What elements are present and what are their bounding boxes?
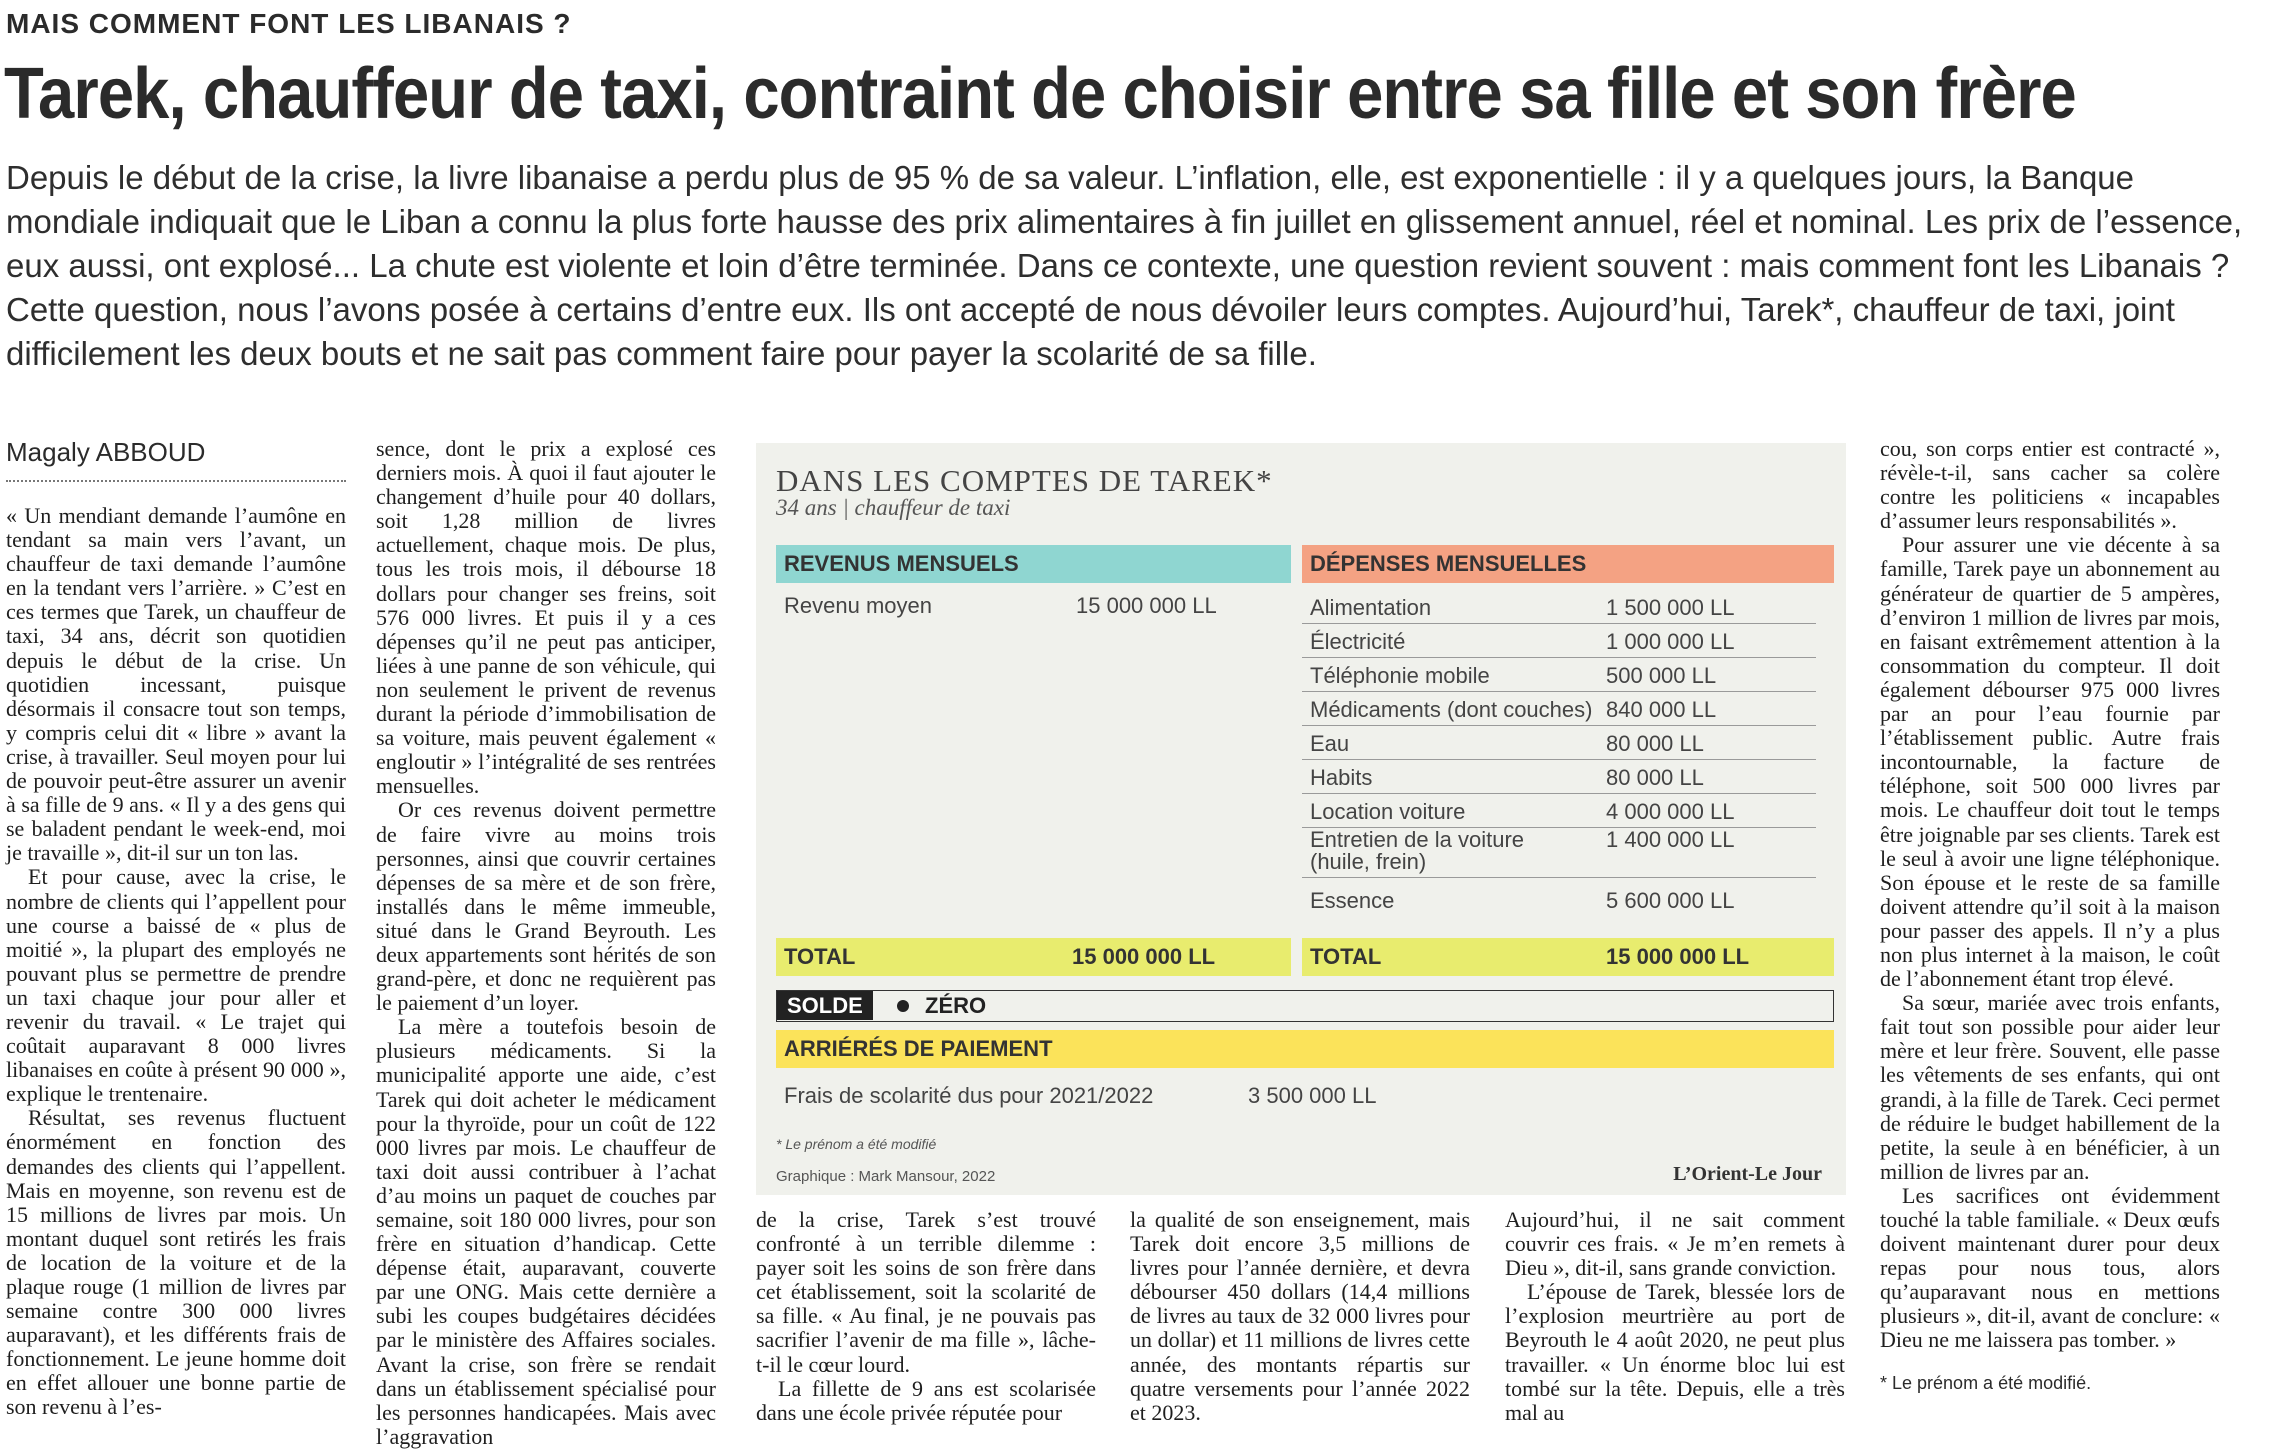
revenus-header: REVENUS MENSUELS [776, 545, 1291, 583]
expense-label: Médicaments (dont couches) [1310, 697, 1593, 722]
paragraph: Résultat, ses revenus fluctuent énormément en fonction des demandes des clients qui l’appellent. Mais en moyenne, son revenu est de 15 millions de livres par mois. Un montant duquel sont retirés les frais de location de la voiture et de la plaque rouge (1 million de livres par semaine contre 300 000 livres auparavant), et les différents frais de fonctionnement. Le jeune homme doit en effet allouer une bonne partie de son revenu à l’es- [6, 1105, 346, 1420]
article-column-2 [376, 437, 716, 1449]
expense-amount: 1 400 000 LL [1606, 827, 1735, 852]
solde-label: SOLDE [777, 991, 873, 1020]
arrieres-amount: 3 500 000 LL [1248, 1083, 1377, 1108]
article-column-6 [1880, 437, 2220, 1353]
paragraph: La fillette de 9 ans est scolarisée dans une école privée réputée pour [756, 1375, 1096, 1425]
expense-label: Téléphonie mobile [1310, 663, 1490, 688]
article-byline: Magaly ABBOUD [6, 437, 206, 467]
infographic-title: DANS LES COMPTES DE TAREK* [776, 463, 1273, 498]
revenus-total-amount: 15 000 000 LL [1072, 944, 1216, 969]
revenus-total-label: TOTAL [784, 944, 856, 969]
expense-row [1302, 691, 1816, 726]
expense-label-line-2: (huile, frein) [1310, 849, 1427, 874]
expense-amount: 4 000 000 LL [1606, 799, 1735, 824]
paragraph: « Un mendiant demande l’aumône en tendant sa main vers l’avant, un chauffeur de taxi demande l’aumône en la tendant vers l’arrière. » C’est en ces termes que Tarek, un chauffeur de taxi, 34 ans, décrit son quotidien depuis le début de la crise. Un quotidien incessant, puisque désormais il consacre tout son temps, y compris celui dit « libre » avant la crise, à travailler. Seul moyen pour lui de pouvoir peut-être assurer un avenir à sa fille de 9 ans. « Il y a des gens qui se baladent pendant le week-end, moi je travaille », dit-il sur un ton las. [6, 503, 346, 866]
paragraph: sence, dont le prix a explosé ces derniers mois. À quoi il faut ajouter le changement d’huile pour 40 dollars, soit 1,28 million de livres actuellement, chaque mois. De plus, tous les trois mois, il débourse 18 dollars pour changer ses freins, soit 576 000 livres. Et puis il y a ces dépenses qu’il ne peut pas anticiper, liées à une panne de son véhicule, qui non seulement le privent de revenus durant la période d’immobilisation de sa voiture, mais peuvent également « engloutir » l’intégralité de ses rentrées mensuelles. [376, 436, 716, 799]
paragraph: Or ces revenus doivent permettre de faire vivre au moins trois personnes, ainsi que couvrir certaines dépenses de sa mère et de son frère, installés dans le même immeuble, situé dans le Grand Beyrouth. Les deux appartements sont hérités de son grand-père, et donc ne requièrent pas le paiement d’un loyer. [376, 797, 716, 1016]
article-kicker: MAIS COMMENT FONT LES LIBANAIS ? [6, 8, 572, 39]
expense-label [1310, 829, 1524, 873]
paragraph: Et pour cause, avec la crise, le nombre de clients qui l’appellent pour une course a baissé de « plus de moitié », la plupart des employés ne pouvant plus se permettre de prendre un taxi chaque jour pour aller et revenir du travail. « Le trajet qui coûtait auparavant 8 000 livres libanaises en coûte à présent 90 000 », explique le trentenaire. [6, 864, 346, 1107]
article-column-1 [6, 504, 346, 1420]
revenu-amount: 15 000 000 LL [1076, 593, 1217, 618]
expense-label-line-1: Entretien de la voiture [1310, 827, 1525, 852]
expense-row [1302, 759, 1816, 794]
arrieres-label: Frais de scolarité dus pour 2021/2022 [784, 1083, 1154, 1108]
expense-label: Électricité [1310, 629, 1406, 654]
expense-amount: 80 000 LL [1606, 765, 1704, 790]
infographic-subtitle: 34 ans | chauffeur de taxi [776, 495, 1011, 520]
arrieres-header: ARRIÉRÉS DE PAIEMENT [776, 1030, 1834, 1068]
expense-amount: 80 000 LL [1606, 731, 1704, 756]
expense-row [1302, 827, 1816, 878]
expense-amount: 5 600 000 LL [1606, 888, 1735, 913]
expense-label: Essence [1310, 888, 1395, 913]
expense-label: Alimentation [1310, 595, 1432, 620]
expense-amount: 840 000 LL [1606, 697, 1717, 722]
article-column-3 [756, 1208, 1096, 1425]
depenses-total-amount: 15 000 000 LL [1606, 944, 1750, 969]
solde-bar [776, 990, 1834, 1022]
revenu-label: Revenu moyen [784, 593, 932, 618]
article-column-4 [1130, 1208, 1470, 1425]
paragraph: L’épouse de Tarek, blessée lors de l’explosion meurtrière au port de Beyrouth le 4 août 2020, ne peut plus travailler. « Un énorme bloc lui est tombé sur la tête. Depuis, elle a très mal au [1505, 1279, 1845, 1425]
paragraph: de la crise, Tarek s’est trouvé confronté à un terrible dilemme : payer soit les soins de son frère dans cet établissement, soit la scolarité de sa fille. « Au final, je ne pouvais pas sacrifier l’avenir de ma fille », lâche-t-il le cœur lourd. [756, 1207, 1096, 1377]
depenses-total-bar [1302, 938, 1834, 976]
paragraph: Les sacrifices ont évidemment touché la table familiale. « Deux œufs doivent maintenant durer pour deux repas pour nous tous, alors qu’auparavant nous en mettions plusieurs », dit-il, avant de conclure: « Dieu ne me laissera pas tomber. » [1880, 1182, 2220, 1353]
expense-row [1302, 793, 1816, 828]
infographic-note: * Le prénom a été modifié [776, 1136, 937, 1152]
article-lede: Depuis le début de la crise, la livre libanaise a perdu plus de 95 % de sa valeur. L’inflation, elle, est exponentielle : il y a quelques jours, la Banque mondiale indiquait que le Liban a connu la plus forte hausse des prix alimentaires à fin juillet en glissement annuel, réel et nominal. Les prix de l’essence, eux aussi, ont explosé... La chute est violente et loin d’être terminée. Dans ce contexte, une question revient souvent : mais comment font les Libanais ? Cette question, nous l’avons posée à certains d’entre eux. Ils ont accepté de nous dévoiler leurs comptes. Aujourd’hui, Tarek*, chauffeur de taxi, joint difficilement les deux bouts et ne sait pas comment faire pour payer la scolarité de sa fille. [6, 159, 2243, 372]
budget-infographic [756, 443, 1846, 1195]
expense-amount: 500 000 LL [1606, 663, 1717, 688]
article-footnote: * Le prénom a été modifié. [1880, 1373, 2092, 1393]
paragraph: Sa sœur, mariée avec trois enfants, fait tout son possible pour aider leur mère et leur frère. Souvent, elle passe les vêtements de ses enfants, qui ont grandi, à la fille de Tarek. Ceci permet de réduire le budget habillement de la petite, la seule à en bénéficier, à un million de livres par an. [1880, 990, 2220, 1184]
expense-label: Habits [1310, 765, 1373, 790]
byline-divider [6, 480, 346, 482]
expense-amount: 1 500 000 LL [1606, 595, 1735, 620]
expense-label: Eau [1310, 731, 1350, 756]
article-headline: Tarek, chauffeur de taxi, contraint de choisir entre sa fille et son frère [4, 54, 2076, 134]
depenses-total-label: TOTAL [1310, 944, 1382, 969]
paragraph: Pour assurer une vie décente à sa famille, Tarek paye un abonnement au générateur de quartier de 5 ampères, d’environ 1 million de livres par mois, en faisant extrêmement attention à la consommation du compteur. Il doit également débourser 975 000 livres par an pour l’eau fournie par l’établissement public. Autre frais incontournable, la facture de téléphone, soit 500 000 livres par mois. Le chauffeur doit tout le temps être joignable par ses clients. Tarek est le seul à avoir une ligne téléphonique. Son épouse et le reste de sa famille doivent attendre qu’il soit à la maison pour passer des appels. Il n’y a plus non plus internet à la maison, le coût de l’abonnement étant trop élevé. [1880, 532, 2220, 992]
expense-row [1302, 657, 1816, 692]
expense-row [1302, 589, 1816, 624]
expense-row [1302, 725, 1816, 760]
expense-amount: 1 000 000 LL [1606, 629, 1735, 654]
revenus-total-bar [776, 938, 1291, 976]
infographic-credit: Graphique : Mark Mansour, 2022 [776, 1168, 996, 1185]
expense-row [1302, 623, 1816, 658]
paragraph: La mère a toutefois besoin de plusieurs médicaments. Si la municipalité apporte une aide, c’est Tarek qui doit acheter le médicament pour la thyroïde, pour un coût de 122 000 livres par mois. Le chauffeur de taxi doit aussi contribuer à l’achat d’au moins un paquet de couches par semaine, soit 180 000 livres, pour son frère en situation d’handicap. Cette dépense était, auparavant, couverte par une ONG. Mais cette dernière a subi les coupes budgétaires décidées par le ministère des Affaires sociales. Avant la crise, son frère se rendait dans un établissement spécialisé pour les personnes handicapées. Mais avec l’aggravation [376, 1014, 716, 1449]
paragraph: Aujourd’hui, il ne sait comment couvrir ces frais. « Je m’en remets à Dieu », dit-il, sans grande conviction. [1505, 1207, 1845, 1281]
paragraph: cou, son corps entier est contracté », révèle-t-il, sans cacher sa colère contre les politiciens « incapables d’assumer leurs responsabilités ». [1880, 436, 2220, 534]
bullet-icon [897, 1000, 909, 1012]
expense-label: Location voiture [1310, 799, 1466, 824]
article-column-5 [1505, 1208, 1845, 1425]
solde-value: ZÉRO [925, 993, 987, 1018]
depenses-header: DÉPENSES MENSUELLES [1302, 545, 1834, 583]
publication-logo: L’Orient-Le Jour [1673, 1163, 1822, 1185]
paragraph: la qualité de son enseignement, mais Tarek doit encore 3,5 millions de livres pour l’année dernière, et devra débourser 450 dollars (14,4 millions de livres au taux de 32 000 livres pour un dollar) et 11 millions de livres cette année, des montants répartis sur quatre versements pour l’année 2022 et 2023. [1130, 1207, 1470, 1425]
